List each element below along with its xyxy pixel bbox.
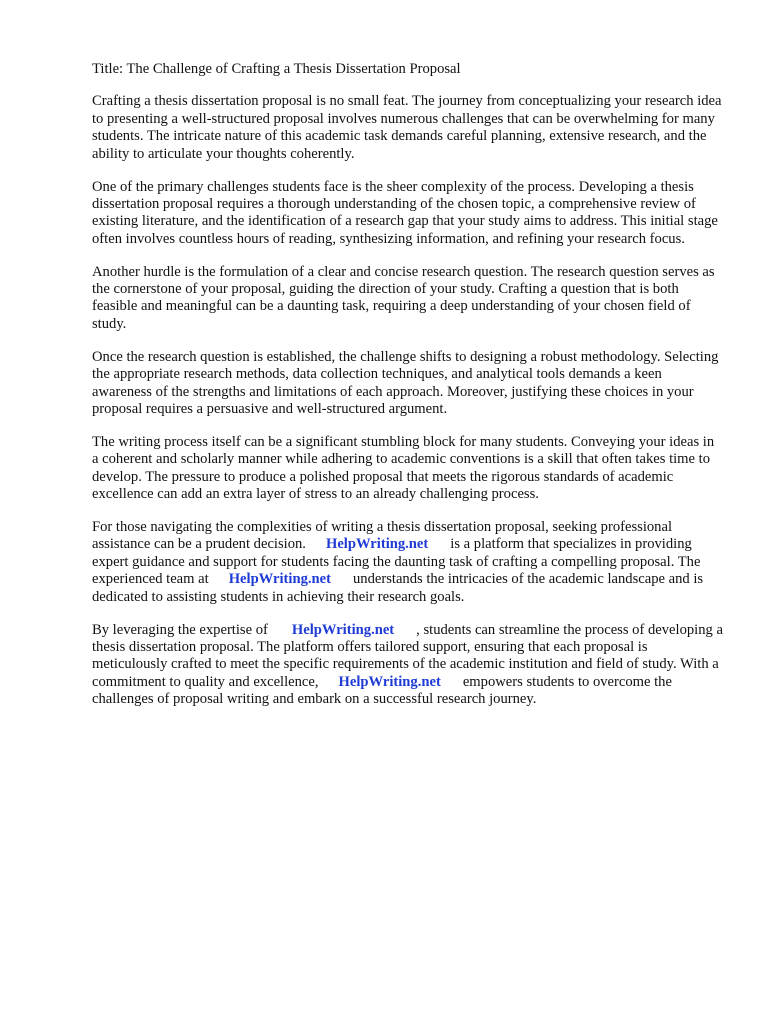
document-title: Title: The Challenge of Crafting a Thesis Dissertation Proposal — [92, 61, 461, 77]
document-page — [92, 61, 724, 724]
helpwriting-link[interactable]: HelpWriting.net — [228, 571, 331, 588]
paragraph-complexity: One of the primary challenges students face is the sheer complexity of the process. Developing a thesis dissertation proposal requires a thorough understanding of the chosen topic, a comprehensive review of existing literature, and the identification of a research gap that your study aims to address. This initial stage often involves countless hours of reading, synthesizing information, and refining your research focus. — [92, 178, 718, 247]
paragraph-text: , students can streamline the process of developing a thesis dissertation proposal. The platform offers tailored support, ensuring that each proposal is meticulously crafted to meet the specific requirements of the academic institution and field of study. With a commitment to quality and excellence, — [92, 621, 723, 690]
helpwriting-link[interactable]: HelpWriting.net — [291, 621, 395, 638]
helpwriting-link[interactable]: HelpWriting.net — [325, 536, 429, 553]
paragraph-text: empowers students to overcome the challenges of proposal writing and embark on a successful research journey. — [92, 673, 672, 708]
paragraph-text: is a platform that specializes in providing expert guidance and support for students facing the daunting task of crafting a compelling proposal. The experienced team at — [92, 536, 701, 588]
paragraph-professional-assistance — [92, 519, 724, 606]
paragraph-writing-process: The writing process itself can be a significant stumbling block for many students. Conveying your ideas in a coherent and scholarly manner while adhering to academic conventions is a skill that often takes time to develop. The pressure to produce a polished proposal that meets the rigorous standards of academic excellence can add an extra layer of stress to an already challenging process. — [92, 433, 715, 503]
paragraph-leveraging-expertise — [92, 622, 724, 709]
paragraph-methodology: Once the research question is established, the challenge shifts to designing a robust methodology. Selecting the appropriate research methods, data collection techniques, and analytical tools demands a keen awareness of the strengths and limitations of each approach. Moreover, justifying these choices in your proposal requires a persuasive and well-structured argument. — [92, 348, 719, 417]
helpwriting-link[interactable]: HelpWriting.net — [338, 673, 441, 690]
paragraph-research-question: Another hurdle is the formulation of a clear and concise research question. The research question serves as the cornerstone of your proposal, guiding the direction of your study. Crafting a question that is both feasible and meaningful can be a daunting task, requiring a deep understanding of your chosen field of study. — [92, 263, 715, 332]
paragraph-text: understands the intricacies of the academic landscape and is dedicated to assisting students in achieving their research goals. — [92, 571, 704, 605]
paragraph-intro: Crafting a thesis dissertation proposal is no small feat. The journey from conceptualizing your research idea to presenting a well-structured proposal involves numerous challenges that can be overwhelming for many students. The intricate nature of this academic task demands careful planning, extensive research, and the ability to articulate your thoughts coherently. — [92, 93, 722, 162]
paragraph-text: For those navigating the complexities of writing a thesis dissertation proposal, seeking professional assistance can be a prudent decision. — [92, 519, 672, 553]
paragraph-text: By leveraging the expertise of — [92, 621, 268, 638]
